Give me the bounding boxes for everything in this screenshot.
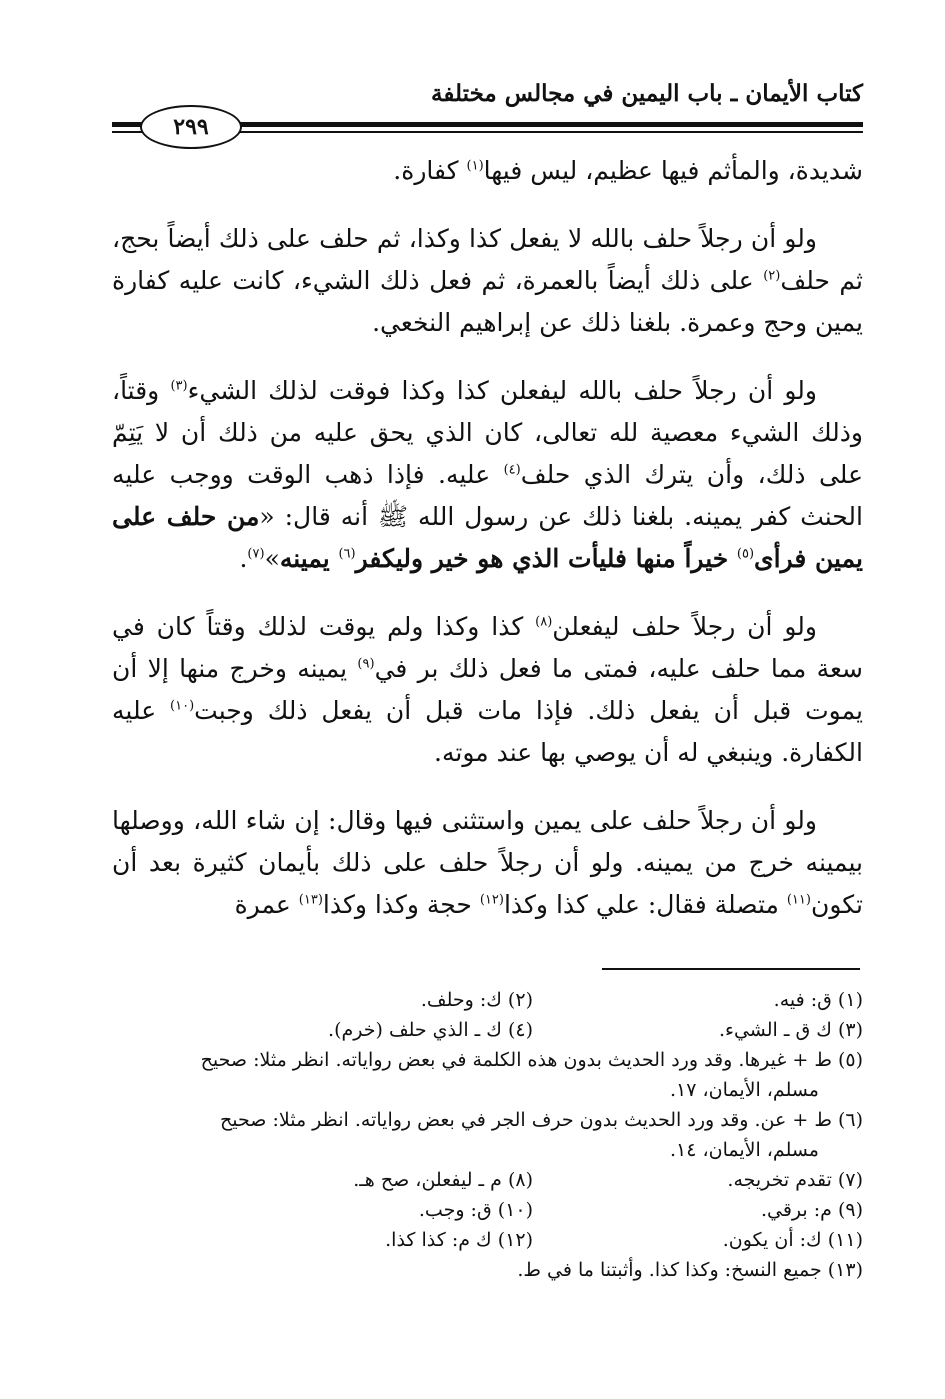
footnote-ref: (٣): [170, 378, 188, 394]
text-run: حجة وكذا وكذا: [322, 890, 480, 919]
footnote-row: [112, 1015, 863, 1045]
footnote-4: (٤) ك ـ الذي حلف (خرم).: [328, 1019, 533, 1041]
footnote-ref: (١): [466, 158, 484, 174]
text-run: كفارة.: [393, 156, 467, 185]
footnote-separator: [602, 968, 860, 970]
footnote-ref: (٦): [338, 546, 356, 562]
footnote-ref: (١٠): [170, 698, 195, 714]
footnote-ref: (٥): [736, 546, 755, 562]
footnote-row: [112, 985, 863, 1015]
text-run: عليه. فإذا ذهب الوقت ووجب عليه الحنث كفر يمينه. بلغنا ذلك عن رسول الله ﷺ أنه قال: «: [112, 460, 863, 531]
text-run: متصلة فقال: علي كذا وكذا: [503, 890, 787, 919]
paragraph-5: [112, 800, 863, 926]
text-run: شديدة، والمأثم فيها عظيم، ليس فيها: [483, 156, 863, 185]
paragraph-2: [112, 218, 863, 344]
hadith-text: من حلف على يمين فرأى: [112, 502, 863, 573]
text-run: على ذلك أيضاً بالعمرة، ثم فعل ذلك الشيء، كانت عليه كفارة يمين وحج وعمرة. بلغنا ذلك عن إبراهيم النخعي.: [112, 266, 863, 337]
footnote-3: (٣) ك ق ـ الشيء.: [718, 1019, 863, 1041]
running-header-title: كتاب الأيمان ـ باب اليمين في مجالس مختلفة: [431, 80, 863, 107]
footnote-ref: (٨): [535, 614, 553, 630]
footnote-line: مسلم، الأيمان، ١٤.: [669, 1139, 819, 1161]
footnote-ref: (١١): [786, 892, 811, 908]
footnote-ref: (١٣): [298, 892, 323, 908]
footnote-line: (٦) ط + عن. وقد ورد الحديث بدون حرف الجر في بعض رواياته. انظر مثلا: صحيح: [220, 1109, 863, 1131]
paragraph-1: [112, 150, 863, 192]
text-run: عمرة: [234, 890, 299, 919]
text-run: ولو أن رجلاً حلف بالله ليفعلن كذا وكذا فوقت لذلك الشيء: [187, 376, 817, 405]
footnote-11: (١١) ك: أن يكون.: [722, 1229, 863, 1251]
footnote-8: (٨) م ـ ليفعلن، صح هـ.: [353, 1169, 533, 1191]
main-text: [112, 150, 863, 952]
paragraph-3: [112, 370, 863, 580]
text-run: وقتاً، وذلك الشيء معصية لله تعالى، كان الذي يحق عليه من ذلك أن لا يَتِمّ على ذلك، وأن يترك الذي حلف: [112, 376, 864, 489]
footnote-5: [112, 1045, 863, 1105]
footnote-line: مسلم، الأيمان، ١٧.: [669, 1079, 819, 1101]
footnote-9: (٩) م: برقي.: [760, 1199, 863, 1221]
paragraph-4: [112, 606, 863, 774]
footnote-ref: (١٢): [479, 892, 504, 908]
footnote-13: (١٣) جميع النسخ: وكذا كذا. وأثبتنا ما في ط.: [517, 1259, 863, 1281]
footnote-2: (٢) ك: وحلف.: [420, 989, 533, 1011]
footnote-ref: (٢): [763, 268, 781, 284]
footnote-10: (١٠) ق: وجب.: [418, 1199, 533, 1221]
footnote-ref: (٤): [503, 462, 521, 478]
text-run: ولو أن رجلاً حلف بالله لا يفعل كذا وكذا، ثم حلف على ذلك أيضاً بحج، ثم حلف: [112, 224, 863, 295]
footnotes: [112, 985, 863, 1285]
text-run: .: [239, 544, 248, 573]
footnote-7: (٧) تقدم تخريجه.: [727, 1169, 863, 1191]
text-run: ولو أن رجلاً حلف ليفعلن: [552, 612, 817, 641]
footnote-row: [112, 1195, 863, 1225]
footnote-1: (١) ق: فيه.: [773, 989, 863, 1011]
footnote-ref: (٧): [247, 546, 265, 562]
footnote-6: [112, 1105, 863, 1165]
hadith-text: يمينه: [279, 544, 339, 573]
text-run: ولو أن رجلاً حلف على يمين واستثنى فيها وقال: إن شاء الله، ووصلها بيمينه خرج من يمينه. ولو أن رجلاً حلف على ذلك بأيمان كثيرة بعد أن تكون: [112, 806, 864, 919]
text-run: »: [264, 544, 280, 573]
text-run: كذا وكذا ولم يوقت لذلك وقتاً كان في سعة مما حلف عليه، فمتى ما فعل ذلك بر في: [112, 612, 863, 683]
footnote-row: [112, 1165, 863, 1195]
hadith-text: خيراً منها فليأت الذي هو خير وليكفر: [355, 544, 737, 573]
footnote-row: [112, 1225, 863, 1255]
footnote-12: (١٢) ك م: كذا كذا.: [385, 1229, 533, 1251]
footnote-ref: (٩): [357, 656, 375, 672]
text-run: يمينه وخرج منها إلا أن يموت قبل أن يفعل ذلك. فإذا مات قبل أن يفعل ذلك وجبت: [112, 654, 863, 725]
page-number: ٢٩٩: [140, 105, 242, 149]
text-run: عليه الكفارة. وينبغي له أن يوصي بها عند موته.: [112, 696, 863, 767]
footnote-line: (٥) ط + غيرها. وقد ورد الحديث بدون هذه الكلمة في بعض رواياته. انظر مثلا: صحيح: [200, 1049, 863, 1071]
